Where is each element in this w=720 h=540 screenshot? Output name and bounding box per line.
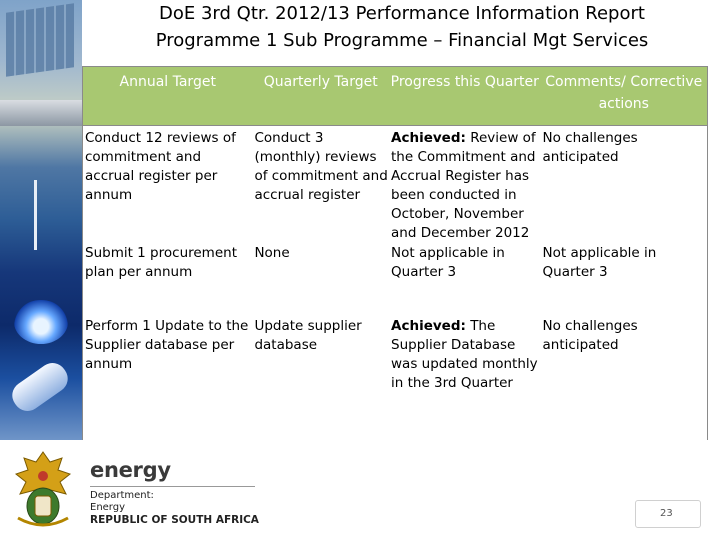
solar-panel-image xyxy=(6,3,74,77)
fluorescent-bulb-image xyxy=(7,358,73,417)
progress-text: Review of the Commitment and Accrual Register has been conducted in October, November and December 2012 xyxy=(391,130,536,241)
department-name: Energy xyxy=(90,502,126,513)
header-progress: Progress this Quarter xyxy=(390,74,539,90)
cell-comments: No challenges anticipated xyxy=(542,318,638,353)
coat-of-arms-icon xyxy=(10,448,76,532)
cell-quarterly-target: Update supplier database xyxy=(254,318,362,353)
department-label: Department: xyxy=(90,490,154,501)
country-name: REPUBLIC OF SOUTH AFRICA xyxy=(90,514,259,526)
energy-photo-strip xyxy=(0,0,82,440)
cell-quarterly-target: Conduct 3 (monthly) reviews of commitment and accrual register xyxy=(254,130,388,203)
footer xyxy=(0,440,720,540)
cell-comments: No challenges anticipated xyxy=(542,130,638,165)
performance-table xyxy=(82,66,708,444)
table-body xyxy=(83,125,707,444)
brand-name: energy xyxy=(90,458,171,482)
cell-progress xyxy=(389,129,541,243)
table-row xyxy=(83,244,707,282)
cell-quarterly-target: None xyxy=(254,245,290,261)
cell-annual-target: Submit 1 procurement plan per annum xyxy=(85,245,237,280)
gas-flame-image xyxy=(14,300,68,344)
table-row xyxy=(83,129,707,243)
department-logo xyxy=(90,458,259,526)
pipeline-image xyxy=(0,100,82,126)
header-quarterly-target: Quarterly Target xyxy=(263,74,378,90)
progress-label: Achieved: xyxy=(391,318,466,334)
cell-comments: Not applicable in Quarter 3 xyxy=(542,245,657,280)
cell-progress xyxy=(389,317,541,393)
cell-annual-target: Perform 1 Update to the Supplier database per annum xyxy=(85,318,249,372)
title-line-2: Programme 1 Sub Programme – Financial Mgt Services xyxy=(155,30,649,51)
cell-annual-target: Conduct 12 reviews of commitment and accrual register per annum xyxy=(85,130,236,203)
brand-divider xyxy=(90,486,255,487)
slide-title xyxy=(84,0,720,54)
cell-progress: Not applicable in Quarter 3 xyxy=(391,245,505,280)
page-number: 23 xyxy=(660,508,673,519)
header-comments: Comments/ Corrective actions xyxy=(545,74,703,112)
title-line-1: DoE 3rd Qtr. 2012/13 Performance Information Report xyxy=(159,3,645,24)
table-row xyxy=(83,317,707,393)
progress-label: Achieved: xyxy=(391,130,466,146)
wind-turbine-image xyxy=(34,180,37,250)
table-header xyxy=(83,67,707,125)
progress-text: The Supplier Database was updated monthly in the 3rd Quarter xyxy=(391,318,538,391)
header-annual-target: Annual Target xyxy=(119,74,216,90)
